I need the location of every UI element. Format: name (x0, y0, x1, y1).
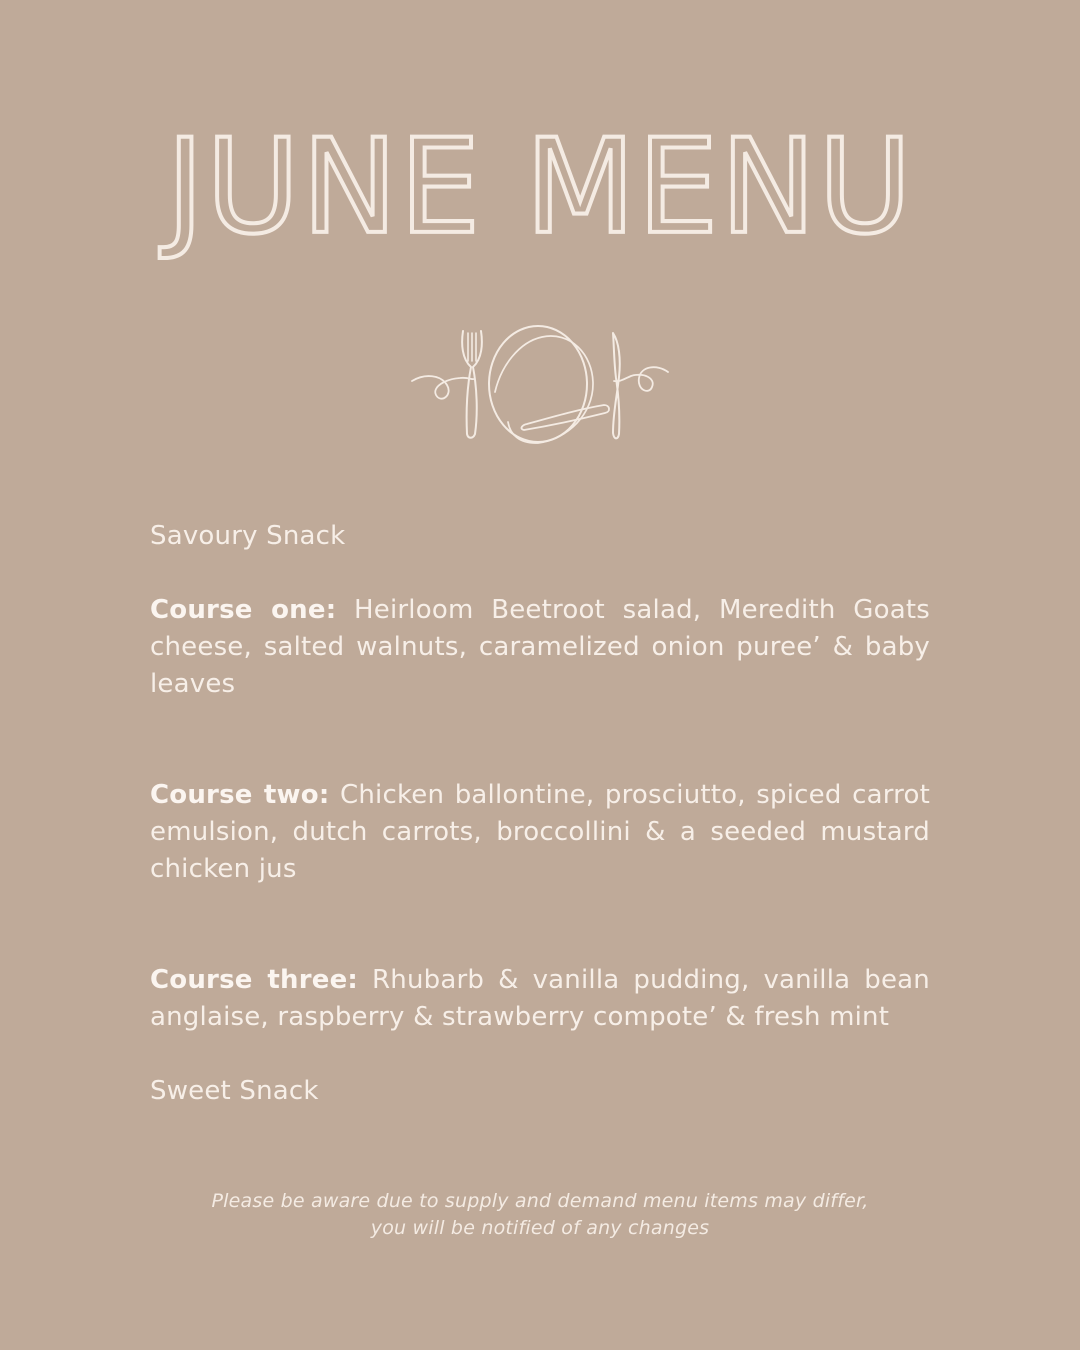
course-one (150, 592, 930, 703)
course-one-description: Heirloom Beetroot salad, Meredith Goats cheese, salted walnuts, caramelized onion puree’ & baby leaves (150, 595, 930, 699)
sweet-snack: Sweet Snack (150, 1076, 319, 1106)
course-two-description: Chicken ballontine, prosciutto, spiced carrot emulsion, dutch carrots, broccollini & a seeded mustard chicken jus (150, 780, 930, 884)
spacer (150, 555, 930, 592)
menu-content (150, 518, 930, 1110)
supply-notice (180, 1188, 900, 1242)
page-title-text: JUNE MENU (166, 111, 914, 264)
spacer (150, 888, 930, 962)
spacer (150, 703, 930, 777)
course-three-description: Rhubarb & vanilla pudding, vanilla bean anglaise, raspberry & strawberry compote’ & fresh mint (150, 965, 930, 1032)
course-two-label: Course two: (150, 780, 330, 810)
savoury-snack: Savoury Snack (150, 521, 346, 551)
course-two (150, 777, 930, 888)
supply-notice-line-2: you will be notified of any changes (370, 1217, 710, 1239)
course-three-label: Course three: (150, 965, 359, 995)
spacer (150, 1036, 930, 1073)
supply-notice-line-1: Please be aware due to supply and demand menu items may differ, (211, 1190, 869, 1212)
plate-fork-knife-icon (405, 318, 675, 450)
course-three (150, 962, 930, 1036)
page-title (0, 111, 1080, 264)
course-one-label: Course one: (150, 595, 337, 625)
